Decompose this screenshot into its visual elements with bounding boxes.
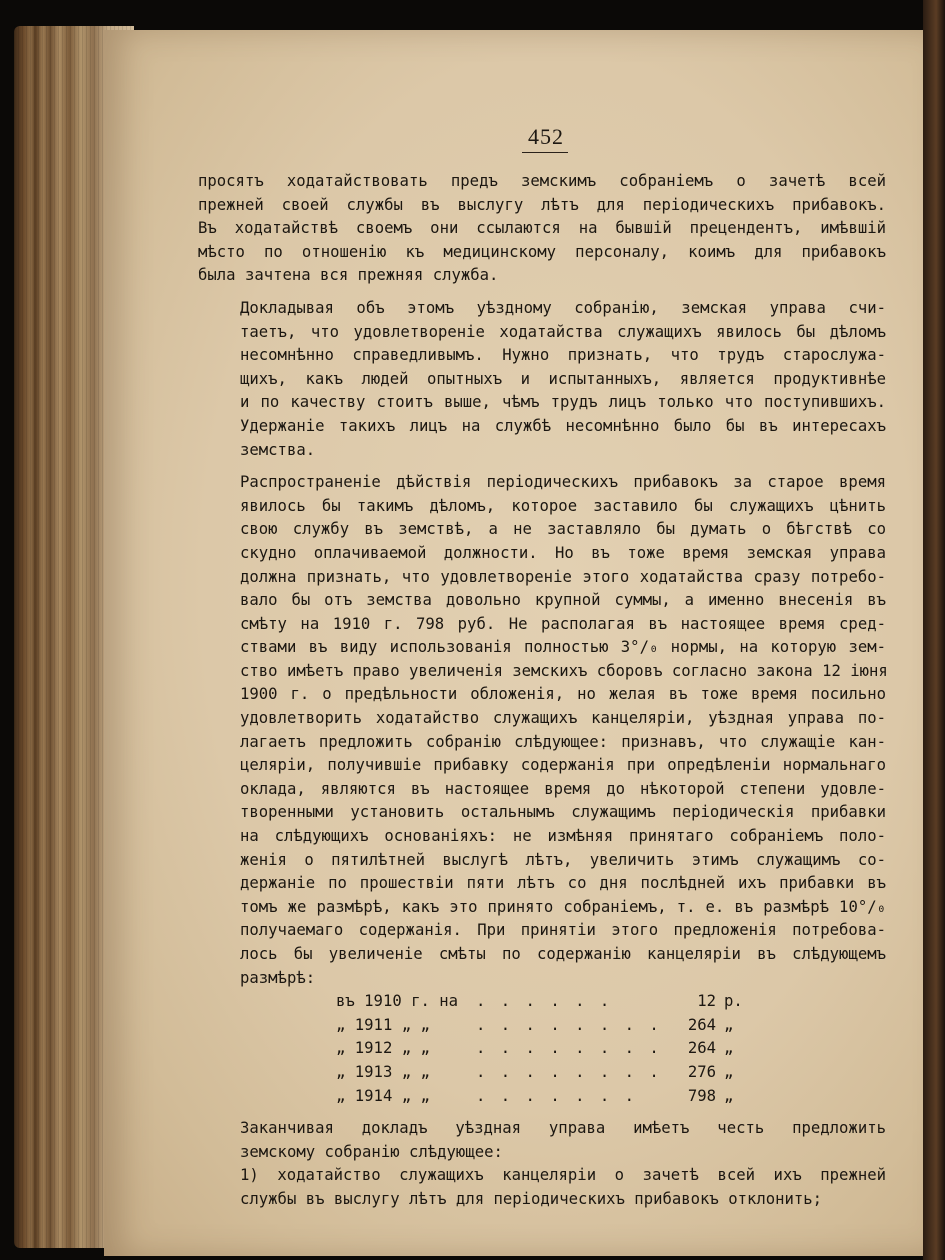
text-line: должна признать, что удовлетвореніе этого ходатайства сразу потребо- [240, 567, 886, 586]
leader-dots: . . . . . . . . [476, 1039, 662, 1058]
text-line: службы въ выслугу лѣтъ для періодическихъ прибавокъ отклонить; [240, 1189, 823, 1208]
text-line: Въ ходатайствѣ своемъ они ссылаются на бывшій прецендентъ, имѣвшій [198, 219, 886, 238]
text-line: оклада, являются въ настоящее время до нѣкоторой степени удовле- [240, 779, 886, 798]
text-line: целяріи, получившіе прибавку содержанія при опредѣленіи нормальнаго [240, 756, 886, 775]
leader-dots: . . . . . . . [476, 1086, 638, 1105]
text-line: Докладывая объ этомъ уѣздному собранію, земская управа счи- [240, 298, 886, 317]
text-line: земскому собранію слѣдующее: [240, 1142, 503, 1161]
text-line: Удержаніе такихъ лицъ на службѣ несомнѣнно было бы въ интересахъ [240, 416, 886, 435]
text-line: свою службу въ земствѣ, а не заставляло бы думать о бѣгствѣ со [240, 520, 886, 539]
budget-row [198, 1037, 886, 1061]
text-line: просятъ ходатайствовать предъ земскимъ собраніемъ о зачетѣ всей [198, 172, 886, 190]
text-line: вало бы отъ земства довольно крупной суммы, а именно внесенія въ [240, 591, 886, 610]
budget-amount: 276 [687, 1062, 716, 1081]
text-line: размѣрѣ: [240, 968, 316, 987]
text-line: земства. [240, 440, 316, 459]
budget-row [198, 990, 886, 1014]
text-line: лагаетъ предложить собранію слѣдующее: признавъ, что служащіе кан- [240, 732, 886, 751]
budget-amount: 264 [687, 1015, 716, 1034]
text-line: лось бы увеличеніе смѣты по содержанію канцеляріи въ слѣдующемъ [240, 945, 886, 963]
body-text [198, 170, 886, 1212]
text-line: получаемаго содержанія. При принятіи этого предложенія потребова- [240, 921, 886, 940]
text-line: держаніе по прошествіи пяти лѣтъ со дня послѣдней ихъ прибавки въ [240, 874, 886, 893]
budget-year: въ 1910 г. на [336, 992, 459, 1011]
text-line: Заканчивая докладъ уѣздная управа имѣетъ честь предложить [240, 1119, 886, 1138]
budget-row [198, 1014, 886, 1038]
budget-amount: 798 [687, 1086, 716, 1105]
budget-amount: 12 [697, 992, 716, 1011]
paragraph-continuation [198, 170, 886, 288]
budget-year: „ 1911 „ „ [336, 1015, 430, 1034]
paragraph-conclusion [198, 1117, 886, 1164]
text-line: таетъ, что удовлетвореніе ходатайства служащихъ явилось бы дѣломъ [240, 322, 886, 341]
budget-year: „ 1913 „ „ [336, 1062, 430, 1081]
text-line: 1900 г. о предѣльности обложенія, но желая въ тоже время посильно [240, 685, 886, 704]
budget-year: „ 1912 „ „ [336, 1039, 430, 1058]
budget-row [198, 1085, 886, 1109]
text-line: была зачтена вся прежняя служба. [198, 266, 499, 285]
proposal-item-1 [198, 1164, 886, 1211]
text-line: творенными установить остальнымъ служащимъ періодическія прибавки [240, 803, 886, 822]
text-line: прежней своей службы въ выслугу лѣтъ для періодическихъ прибавокъ. [198, 195, 886, 214]
text-line: скудно оплачиваемой должности. Но въ тоже время земская управа [240, 543, 886, 562]
text-line: женія о пятилѣтней выслугѣ лѣтъ, увеличить этимъ служащимъ со- [240, 850, 886, 869]
text-line: удовлетворить ходатайство служащихъ канцеляріи, уѣздная управа по- [240, 709, 886, 728]
text-line: 1) ходатайство служащихъ канцеляріи о зачетѣ всей ихъ прежней [240, 1166, 886, 1185]
text-line: несомнѣнно справедливымъ. Нужно признать, что трудъ старослужа- [240, 346, 886, 365]
paragraph-report [198, 297, 886, 462]
budget-amount: 264 [687, 1039, 716, 1058]
text-line: щихъ, какъ людей опытныхъ и испытанныхъ, является продуктивнѣе [240, 369, 886, 388]
text-line: томъ же размѣрѣ, какъ это принято собраніемъ, т. е. въ размѣрѣ 10°/₀ [240, 897, 886, 916]
leader-dots: . . . . . . . . [476, 1015, 662, 1034]
budget-unit: р. [724, 992, 743, 1011]
text-line: ствами въ виду использованія полностью 3°/₀ нормы, на которую зем- [240, 638, 886, 657]
page-number: 452 [528, 124, 564, 149]
budget-year: „ 1914 „ „ [336, 1086, 430, 1105]
leader-dots: . . . . . . . . [476, 1062, 662, 1081]
budget-unit: „ [724, 1039, 734, 1058]
text-line: на слѣдующихъ основаніяхъ: не измѣняя принятаго собраніемъ поло- [240, 827, 886, 846]
text-line: и по качеству стоитъ выше, чѣмъ трудъ лицъ только что поступившихъ. [240, 393, 886, 412]
budget-unit: „ [724, 1062, 734, 1081]
budget-unit: „ [724, 1015, 734, 1034]
text-line: смѣту на 1910 г. 798 руб. Не располагая въ настоящее время сред- [240, 614, 886, 633]
page-number-underline [522, 152, 568, 153]
budget-row [198, 1061, 886, 1085]
text-line: Распространеніе дѣйствія періодическихъ прибавокъ за старое время [240, 473, 886, 492]
text-line: явилось бы такимъ дѣломъ, которое заставило бы служащихъ цѣнить [240, 496, 886, 515]
budget-unit: „ [724, 1086, 734, 1105]
paragraph-extension [198, 471, 886, 990]
text-line: мѣсто по отношенію къ медицинскому персоналу, коимъ для прибавокъ [198, 242, 886, 261]
budget-table [198, 990, 886, 1108]
text-line: ство имѣетъ право увеличенія земскихъ сборовъ согласно закона 12 іюня [240, 661, 888, 680]
binding-edge [923, 0, 945, 1260]
leader-dots: . . . . . . [476, 992, 613, 1011]
